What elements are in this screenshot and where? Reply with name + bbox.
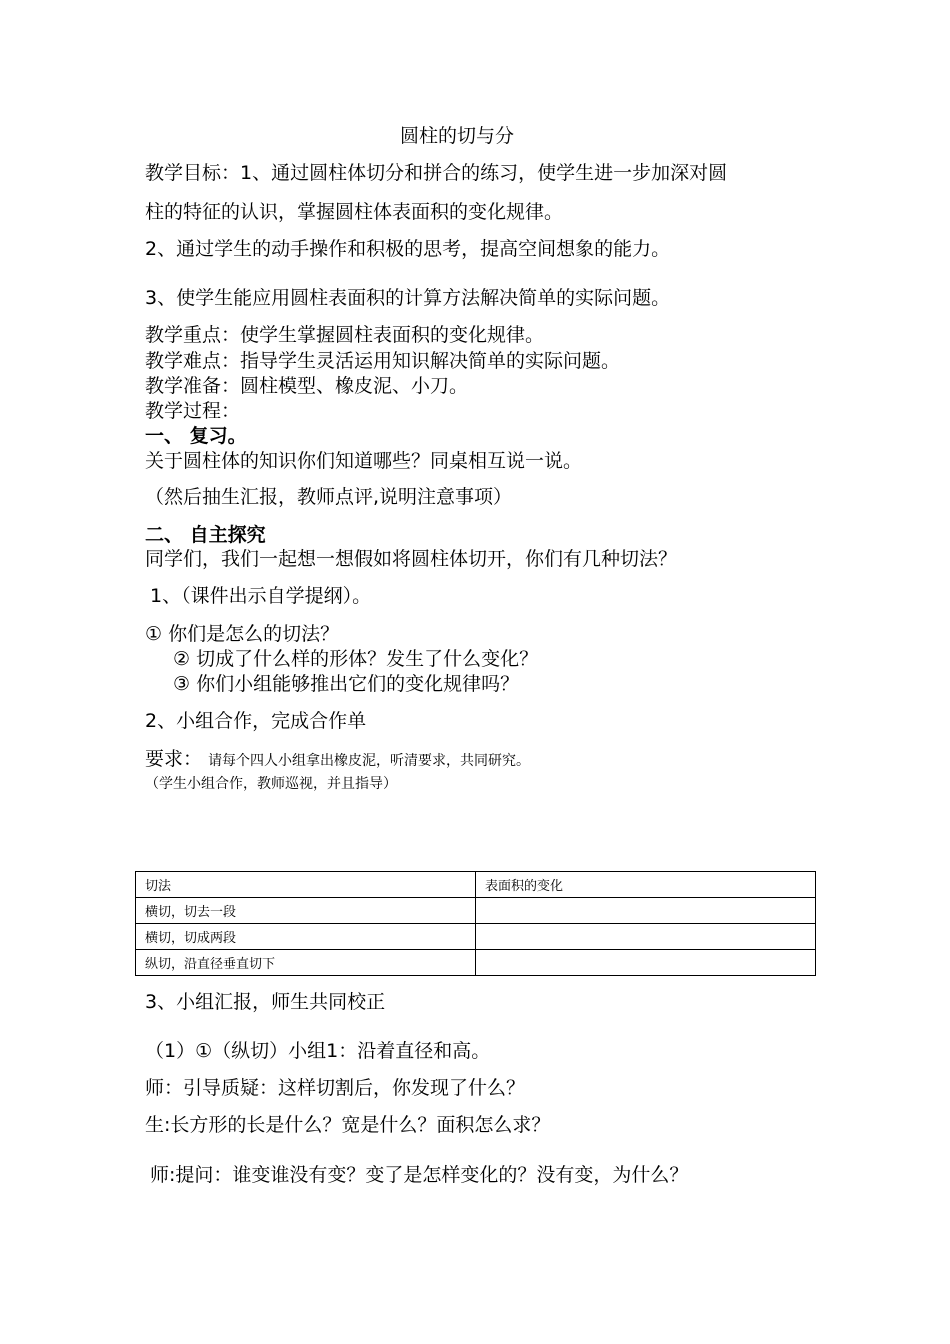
table-header-cell: 表面积的变化	[476, 872, 816, 898]
objective-line-3: 2、通过学生的动手操作和积极的思考，提高空间想象的能力。	[145, 238, 671, 260]
table-cell: 纵切，沿直径垂直切下	[136, 950, 476, 976]
student-line-1: 生:长方形的长是什么？宽是什么？面积怎么求？	[145, 1114, 551, 1136]
table-cell	[476, 924, 816, 950]
teacher-line-1: 师：引导质疑：这样切割后，你发现了什么？	[145, 1077, 526, 1099]
requirement	[145, 750, 530, 769]
table-cell	[476, 898, 816, 924]
requirement-text: 请每个四人小组拿出橡皮泥，听清要求，共同研究。	[208, 753, 531, 769]
outline-question-1: ① 你们是怎么的切法？	[145, 623, 340, 645]
table-cell: 横切，切成两段	[136, 924, 476, 950]
section2-step2: 2、小组合作，完成合作单	[145, 710, 367, 732]
cooperation-table	[135, 871, 816, 976]
outline-question-3: ③ 你们小组能够推出它们的变化规律吗？	[173, 673, 520, 695]
table-row	[136, 898, 816, 924]
table-cell: 横切，切去一段	[136, 898, 476, 924]
difficulty: 教学难点：指导学生灵活运用知识解决简单的实际问题。	[145, 350, 621, 372]
outline-question-2: ② 切成了什么样的形体？发生了什么变化？	[173, 648, 539, 670]
section1-heading: 一、 复习。	[145, 425, 247, 447]
page-title: 圆柱的切与分	[400, 125, 515, 147]
report-item-1: （1）①（纵切）小组1：沿着直径和高。	[145, 1040, 491, 1062]
process-label: 教学过程：	[145, 400, 241, 422]
objective-line-4: 3、使学生能应用圆柱表面积的计算方法解决简单的实际问题。	[145, 287, 671, 309]
table-row	[136, 950, 816, 976]
section2-heading: 二、 自主探究	[145, 524, 266, 546]
key-point: 教学重点：使学生掌握圆柱表面积的变化规律。	[145, 324, 545, 346]
teacher-line-2: 师:提问：谁变谁没有变？变了是怎样变化的？没有变，为什么？	[150, 1164, 689, 1186]
table-header-row	[136, 872, 816, 898]
objective-line-2: 柱的特征的认识，掌握圆柱体表面积的变化规律。	[145, 201, 564, 223]
requirement-label: 要求：	[145, 748, 203, 770]
objective-line-1: 教学目标：1、通过圆柱体切分和拼合的练习，使学生进一步加深对圆	[145, 162, 728, 184]
section3-step3: 3、小组汇报，师生共同校正	[145, 991, 386, 1013]
activity-note: （学生小组合作，教师巡视，并且指导）	[145, 776, 397, 792]
table-header-cell: 切法	[136, 872, 476, 898]
section2-step1: 1、（课件出示自学提纲）。	[150, 585, 372, 607]
section1-question: 关于圆柱体的知识你们知道哪些？同桌相互说一说。	[145, 450, 583, 472]
table-cell	[476, 950, 816, 976]
preparation: 教学准备：圆柱模型、橡皮泥、小刀。	[145, 375, 469, 397]
section2-intro: 同学们，我们一起想一想假如将圆柱体切开，你们有几种切法？	[145, 548, 678, 570]
table-row	[136, 924, 816, 950]
section1-note: （然后抽生汇报，教师点评,说明注意事项）	[145, 486, 513, 508]
